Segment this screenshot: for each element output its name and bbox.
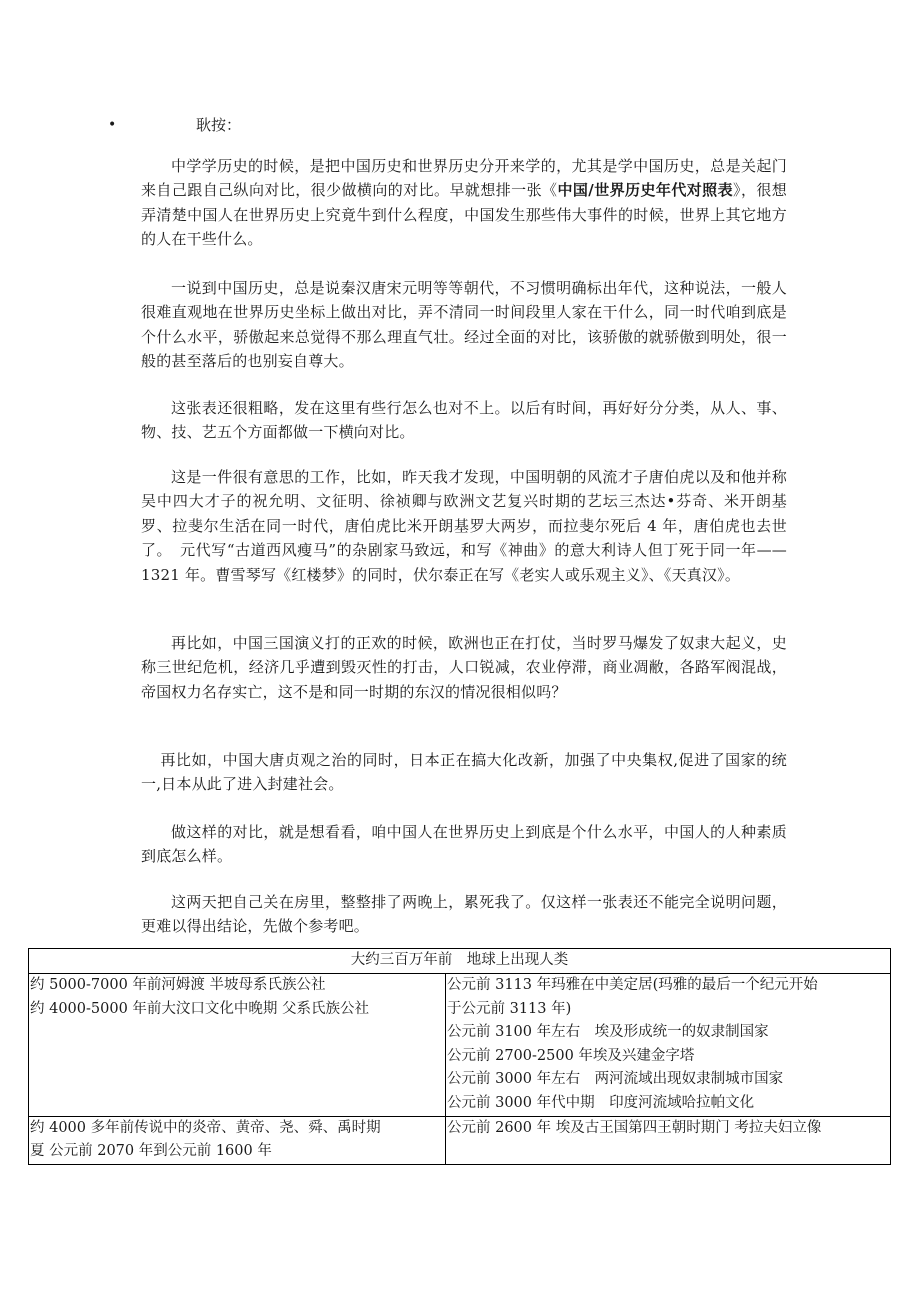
paragraph-3: 这张表还很粗略，发在这里有些行怎么也对不上。以后有时间，再好好分分类，从人、事、物、技、艺五个方面都做一下横向对比。 [141, 399, 787, 442]
table-row [29, 1116, 890, 1164]
paragraph-5: 再比如，中国三国演义打的正欢的时候，欧洲也正在打仗，当时罗马爆发了奴隶大起义，史称三世纪危机，经济几乎遭到毁灭性的打击，人口锐减，农业停滞，商业凋敝，各路军阀混战，帝国权力名存实亡，这不是和同一时期的东汉的情况很相似吗？ [141, 634, 787, 701]
paragraph-6: 再比如，中国大唐贞观之治的同时，日本正在搞大化改新，加强了中央集权,促进了国家的统一,日本从此了进入封建社会。 [141, 751, 787, 794]
table-cell-line: 约 5000-7000 年前河姆渡 半坡母系氏族公社 [30, 977, 326, 993]
table-cell-line: 约 4000-5000 年前大汶口文化中晚期 父系氏族公社 [30, 1000, 370, 1017]
table-cell-line: 于公元前 3113 年) [447, 1000, 572, 1017]
paragraph-1-text-a: 中学学历史的时候，是把中国历史和世界历史分开来学的，尤其是学中国历史，总是关起门来自己跟自己纵向对比，很少做横向的对比。早就想排一张《 [141, 157, 787, 200]
table-cell-line: 公元前 3100 年左右 埃及形成统一的奴隶制国家 [447, 1024, 769, 1041]
table-cell-line: 公元前 3113 年玛雅在中美定居(玛雅的最后一个纪元开始 [447, 977, 818, 993]
table-title-bold: 中国/世界历史年代对照表 [557, 181, 734, 200]
table-cell-china [29, 1117, 446, 1164]
table-cell-world [446, 974, 890, 1116]
table-cell-line: 约 4000 多年前传说中的炎帝、黄帝、尧、舜、禹时期 [30, 1119, 381, 1136]
chronology-table [28, 948, 891, 1165]
table-cell-china [29, 974, 446, 1116]
paragraph-2: 一说到中国历史，总是说秦汉唐宋元明等等朝代，不习惯明确标出年代，这种说法，一般人很难直观地在世界历史坐标上做出对比，弄不清同一时间段里人家在干什么，同一时代咱到底是个什么水平，骄傲起来总觉得不那么理直气壮。经过全面的对比，该骄傲的就骄傲到明处，很一般的甚至落后的也别妄自尊大。 [141, 279, 787, 371]
paragraph-1 [141, 154, 787, 252]
bullet-dot: • [108, 117, 117, 133]
table-row [29, 974, 890, 1116]
paragraph-4: 这是一件很有意思的工作，比如，昨天我才发现，中国明朝的风流才子唐伯虎以及和他并称吴中四大才子的祝允明、文征明、徐祯卿与欧洲文艺复兴时期的艺坛三杰达•芬奇、米开朗基罗、拉斐尔生活在同一时代，唐伯虎比米开朗基罗大两岁，而拉斐尔死后 4 年，唐伯虎也去世了。 元代写“古道西风瘦马”的杂剧家马致远，和写《神曲》的意大利诗人但丁死于同一年——1321 年。曹雪琴写《红楼梦》的同时，伏尔泰正在写《老实人或乐观主义》、《天真汉》。 [141, 468, 787, 584]
table-cell-line: 公元前 3000 年左右 两河流域出现奴隶制城市国家 [447, 1071, 784, 1088]
note-heading: 耿按： [196, 116, 242, 134]
paragraph-7: 做这样的对比，就是想看看，咱中国人在世界历史上到底是个什么水平，中国人的人种素质到底怎么样。 [141, 823, 787, 866]
table-cell-line: 公元前 2700-2500 年埃及兴建金字塔 [447, 1047, 695, 1064]
table-cell-line: 公元前 3000 年代中期 印度河流域哈拉帕文化 [447, 1094, 755, 1111]
table-header: 大约三百万年前 地球上出现人类 [29, 949, 890, 974]
paragraph-8: 这两天把自己关在房里，整整排了两晚上，累死我了。仅这样一张表还不能完全说明问题，更难以得出结论，先做个参考吧。 [141, 893, 787, 936]
table-cell-line: 公元前 2600 年 埃及古王国第四王朝时期门 考拉夫妇立像 [447, 1119, 822, 1136]
table-cell-line: 夏 公元前 2070 年到公元前 1600 年 [30, 1143, 272, 1160]
paragraph-1-text-b: 》，很想弄清楚中国人在世界历史上究竟牛到什么程度，中国发生那些伟大事件的时候，世界上其它地方的人在干些什么。 [141, 181, 788, 249]
table-cell-world [446, 1117, 890, 1164]
